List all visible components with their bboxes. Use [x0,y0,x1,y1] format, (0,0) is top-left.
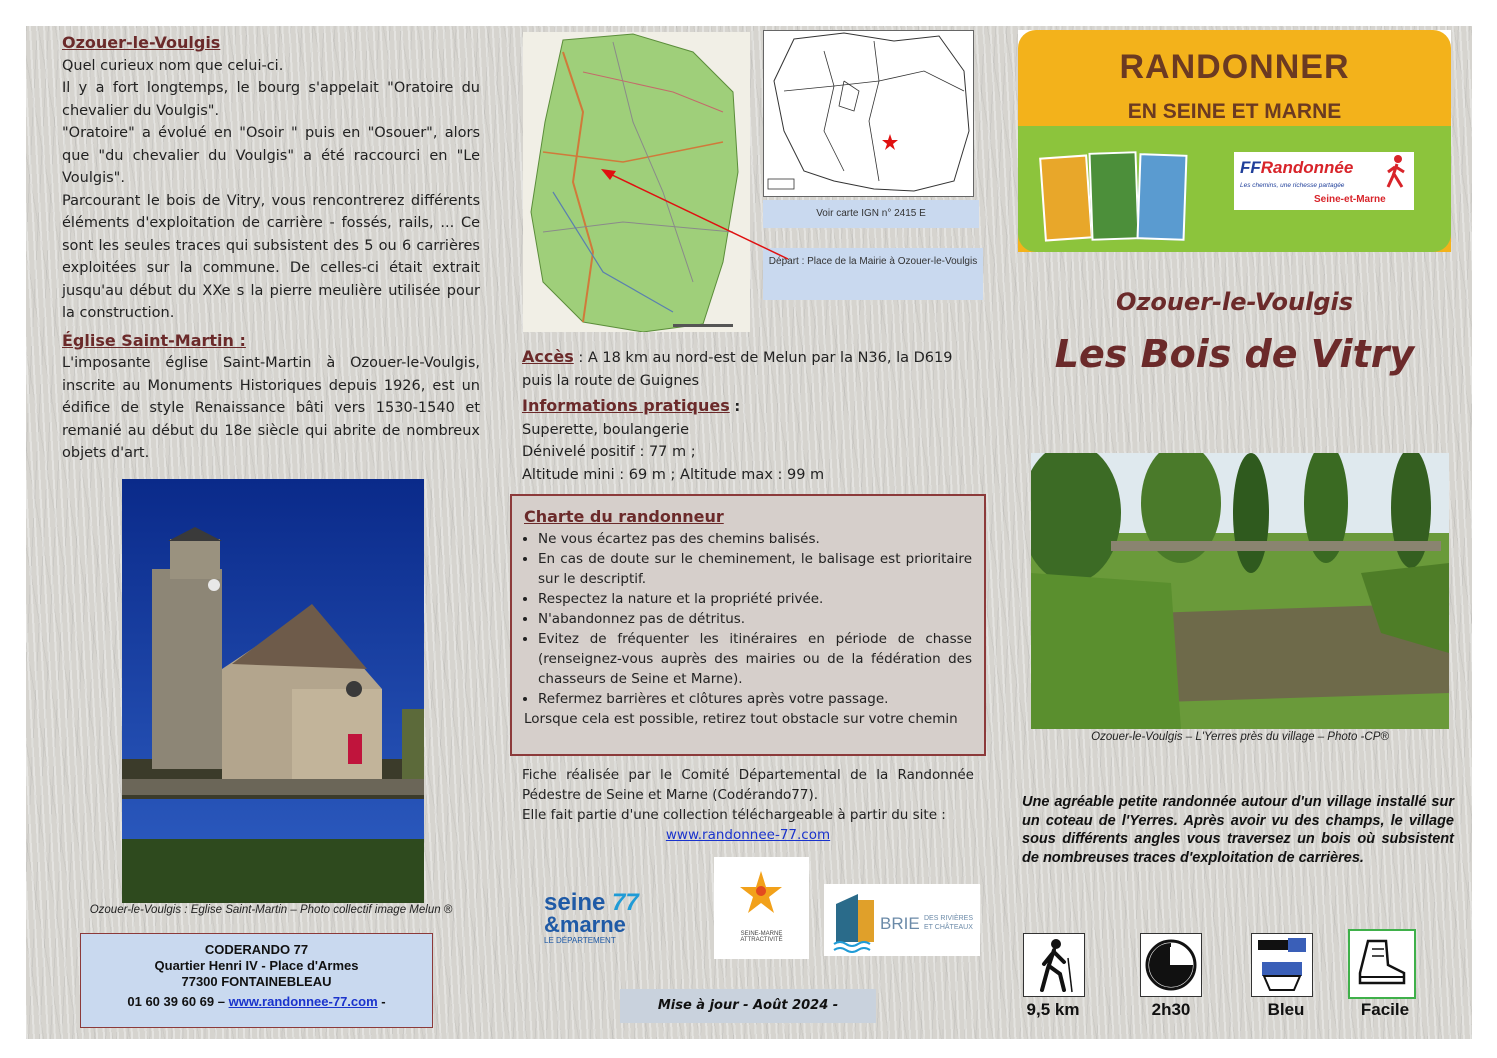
church-photo [122,479,424,903]
marking-picto [1251,933,1313,997]
ff-subtitle: Seine-et-Marne [1314,194,1386,205]
attractivite-logo [714,857,809,959]
boot-icon [1350,931,1414,997]
info-colon: : [734,399,741,415]
section-heading-village: Ozouer-le-Voulgis [62,33,221,52]
paragraph: Il y a fort longtemps, le bourg s'appelait "Oratoire du chevalier du Voulgis". [62,80,480,119]
address-contact [81,994,432,1010]
start-arrow [596,161,796,261]
charter-heading: Charte du randonneur [524,507,724,526]
difficulty-value: Facile [1360,1000,1410,1019]
distance-picto [1023,933,1085,997]
brochure-page [26,26,1472,1039]
paragraph: Quel curieux nom que celui-ci. [62,57,284,74]
website-link[interactable]: www.randonnee-77.com [665,827,831,843]
logo-marne: &marne [544,912,626,937]
credits-line: Fiche réalisée par le Comité Départemental de la Randonnée Pédestre de Seine et Marne (Codérando77). [522,767,974,803]
brie-word: BRIE [880,914,920,933]
logo-77: 77 [612,889,639,916]
ff-brand: Randonnée [1260,158,1354,177]
info-line: Altitude mini : 69 m ; Altitude max : 99 m [522,466,825,483]
marking-value: Bleu [1267,1000,1305,1019]
intro-paragraph: Une agréable petite randonnée autour d'un village installé sur un coteau de l'Yerres. Après avoir vu des champs, le village sous différents angles vous traversez un bois où subsistent de nombreuses traces d'exploitation de carrières. [1022,794,1454,866]
clock-icon [1141,934,1201,996]
guidebook-cover [1137,153,1188,241]
address-dash: - [381,994,386,1009]
river-photo-caption: Ozouer-le-Voulgis – L'Yerres près du village – Photo -CP® [1091,731,1389,743]
left-text-column [62,32,480,465]
access-heading: Accès [522,347,574,366]
hiker-charter-box [510,494,986,756]
update-badge [620,989,876,1023]
credits-line: Elle fait partie d'une collection téléchargeable à partir du site : [522,807,946,823]
paint-marker-icon [1252,934,1312,996]
charter-list [524,529,972,709]
seine-et-marne-logo [544,876,664,956]
charter-item: • Ne vous écartez pas des chemins balisés. [538,529,972,549]
hike-title: Les Bois de Vitry [1054,332,1415,376]
address-website-link[interactable]: www.randonnee-77.com [228,994,378,1009]
credits-text [522,765,974,845]
info-line: Dénivelé positif : 77 m ; [522,444,696,460]
brie-sub: DES RIVIÈRES ET CHÂTEAUX [924,915,974,931]
distance-value: 9,5 km [1026,1000,1080,1019]
ffrandonnee-logo [1234,152,1414,210]
river-photo [1031,453,1449,729]
access-line [522,346,972,392]
duration-value: 2h30 [1151,1000,1191,1019]
duration-picto [1140,933,1202,997]
attractivite-text: SEINE-MARNE ATTRACTIVITÉ [740,931,783,943]
practical-info [522,346,972,486]
charter-item: • En cas de doute sur le cheminement, le balisage est prioritaire sur le descriptif. [538,549,972,589]
address-box [80,933,433,1028]
info-line: Superette, boulangerie [522,421,689,438]
paragraph: Parcourant le bois de Vitry, vous rencontrerez différents éléments d'exploitation de carrière - fossés, rails, ... Ce sont les seules traces qui subsistent des 5 ou 6 carrières exploitées sur la commune. De celles-ci était extrait jusqu'au début du XXe s la pierre meulière utilisée pour la construction. [62,192,480,321]
difficulty-picto [1348,929,1416,999]
charter-item: • Evitez de fréquenter les itinéraires en période de chasse (renseignez-vous auprès des mairies ou de la fédération des chasseurs de Seine et Marne). [538,629,972,689]
logo-department: LE DÉPARTEMENT [544,936,616,945]
logo-seine: seine [544,889,606,916]
header-banner [1018,30,1451,252]
paragraph: L'imposante église Saint-Martin à Ozouer-le-Voulgis, inscrite au Monuments Historiques depuis 1926, est un édifice de style Renaissance bâti vers 1530-1540 et remanié au début du 18e siècle qui abrite de nombreux objets d'art. [62,355,480,461]
charter-item: • Respectez la nature et la propriété privée. [538,589,972,609]
section-heading-church: Église Saint-Martin : [62,330,246,350]
info-heading-line [522,395,972,419]
address-city: 77300 FONTAINEBLEAU [181,974,332,989]
ff-letters: FF [1240,158,1261,177]
ff-walker-icon [1384,154,1410,190]
paragraph: "Oratoire" a évolué en "Osoir " puis en "Osouer", alors que "du chevalier du Voulgis" a été raccourci en "Le Voulgis". [62,125,480,186]
address-street: Quartier Henri IV - Place d'Armes [154,958,359,973]
banner-title: RANDONNER [1119,48,1350,86]
info-heading: Informations pratiques [522,396,730,415]
address-org: CODERANDO 77 [204,942,309,957]
charter-item: • Refermez barrières et clôtures après votre passage. [538,689,972,709]
church-photo-caption: Ozouer-le-Voulgis : Eglise Saint-Martin – Photo collectif image Melun ® [89,904,453,916]
access-text: : A 18 km au nord-est de Melun par la N36, la D619 puis la route de Guignes [522,350,953,389]
ign-map-label: Voir carte IGN n° 2415 E [763,200,979,228]
brie-logo [824,884,980,956]
guidebook-cover [1039,154,1093,241]
charter-footer: Lorsque cela est possible, retirez tout obstacle sur votre chemin [524,710,958,727]
ff-slogan: Les chemins, une richesse partagée [1240,182,1345,189]
charter-item: • N'abandonnez pas de détritus. [538,609,972,629]
hiker-icon [1024,934,1084,996]
address-phone: 01 60 39 60 69 – [127,994,225,1009]
town-name: Ozouer-le-Voulgis [1115,288,1354,316]
banner-subtitle: EN SEINE ET MARNE [1127,100,1342,123]
guidebook-cover [1088,151,1139,241]
start-point-label: Départ : Place de la Mairie à Ozouer-le-Voulgis [763,248,983,300]
update-text: Mise à jour - Août 2024 - [657,998,839,1013]
